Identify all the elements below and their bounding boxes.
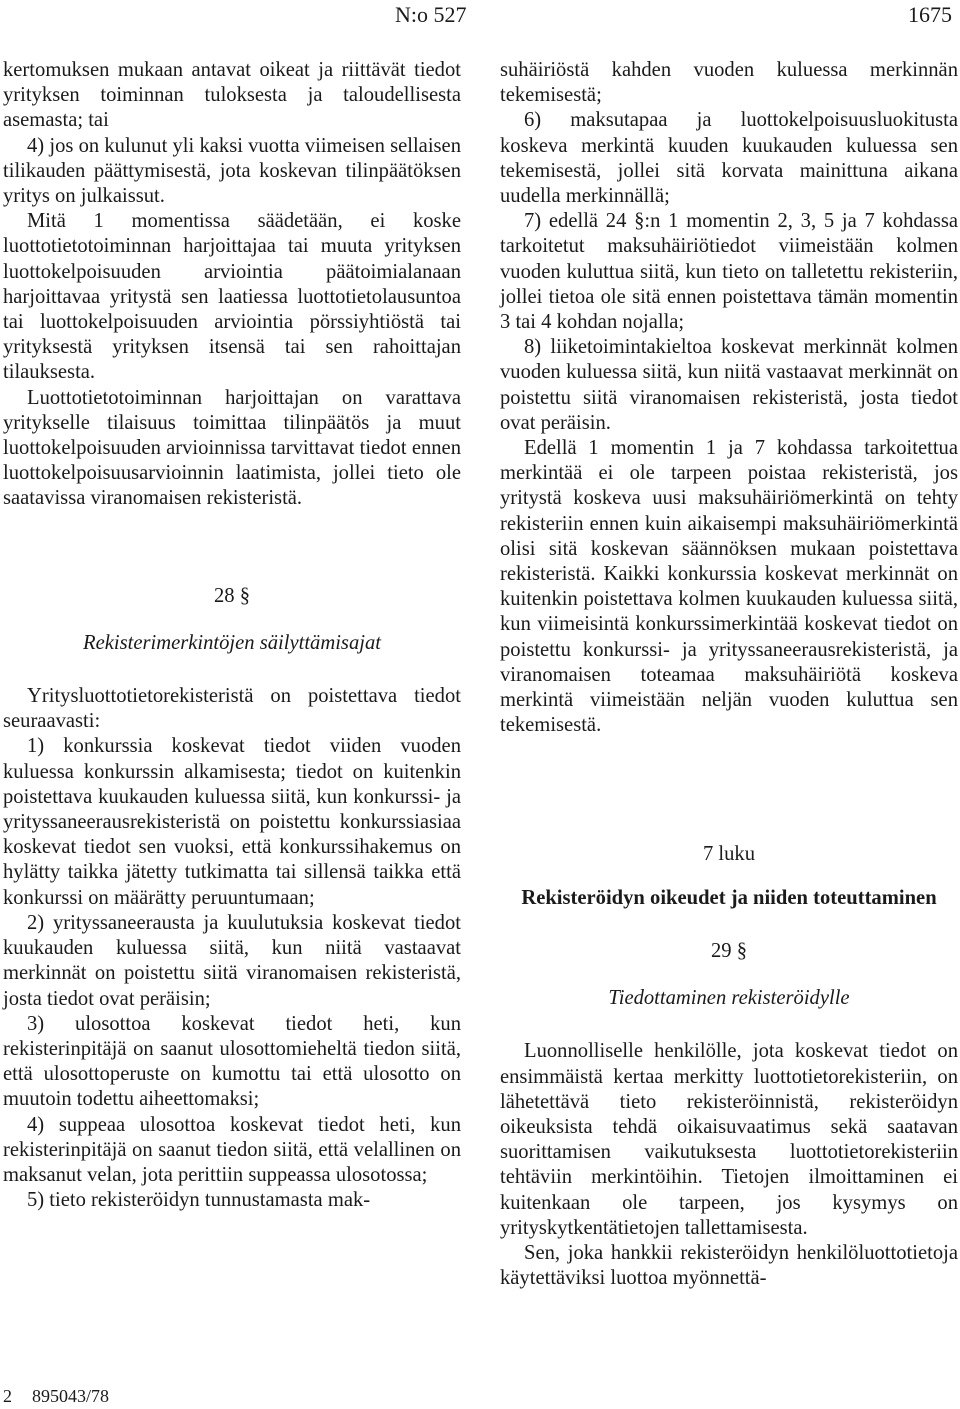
list-item: 2) yrityssaneerausta ja kuulutuksia koskevat tiedot kuukauden kuluessa siitä, kun niitä vastaavat merkinnät on poistettu siitä viranomaisen rekisteristä, josta tiedot ovat peräisin; bbox=[3, 911, 461, 1010]
list-item: 8) liiketoimintakieltoa koskevat merkinnät kolmen vuoden kuluessa siitä, kun niitä vastaavat merkinnät on poistettu siitä viranomaisen rekisteristä, josta tiedot ovat peräisin. bbox=[500, 336, 958, 434]
paragraph: suhäiriöstä kahden vuoden kuluessa merkinnän tekemisestä; bbox=[500, 59, 958, 107]
chapter-number: 7 luku bbox=[702, 843, 756, 866]
list-item: 1) konkurssia koskevat tiedot viiden vuoden kuluessa konkurssin alkamisesta; tiedot on kuitenkin poistettava kuukauden kuluessa siitä, kun konkurssi- ja yrityssaneerausrekisteristä on poistettu konkurssiasiaa koskevat tiedot sen vuoksi, että konkurssihakemus on hylätty taikka jätetty tutkimatta tai sillensä taikka että konkurssi on määrätty peruuntumaan; bbox=[3, 735, 461, 909]
sheet-number: 2 bbox=[3, 1386, 12, 1406]
right-column bbox=[500, 58, 958, 1291]
section-number: 29 § bbox=[710, 939, 748, 962]
issue-number: N:o 527 bbox=[395, 2, 467, 27]
list-item: 7) edellä 24 §:n 1 momentin 2, 3, 5 ja 7 kohdassa tarkoitetut maksuhäiriötiedot viimeistään kolmen vuoden kuluttua siitä, kun tieto on talletettu rekisteriin, jollei tietoa ole sitä ennen poistettava tämän momentin 3 tai 4 kohdan nojalla; bbox=[500, 210, 958, 334]
paragraph: Edellä 1 momentin 1 ja 7 kohdassa tarkoitettua merkintää ei ole tarpeen poistaa rekisteristä, jos yritystä koskeva uusi maksuhäiriömerkintä on tehty rekisteriin ennen kuin aikaisempi maksuhäiriömerkintä olisi sitä koskevan säännöksen mukaan poistettava rekisteristä. Kaikki konkurssia koskevat merkinnät on kuitenkin poistettava kolmen kuukauden kuluessa siitä, kun viimeisintä konkurssimerkintää koskevat tiedot on poistettu konkurssi- ja yrityssaneerausrekisteristä, ja viranomaisen toteamaa maksuhäiriötä koskeva merkintä viimeistään neljän vuoden kuluttua sen tekemisestä. bbox=[500, 437, 958, 737]
paragraph: Sen, joka hankkii rekisteröidyn henkilöluottotietoja käytettäviksi luottoa myönnettä- bbox=[500, 1241, 958, 1290]
page-footer bbox=[3, 1386, 109, 1406]
paragraph: Luonnolliselle henkilölle, jota koskevat tiedot on ensimmäistä kertaa merkitty luottotietorekisteriin, on lähetettävä tieto rekisteröinnistä, rekisteröidyn oikeuksista tehdä oikaisuvaatimus sekä saatavan suorittamisen vaikutuksesta luottotietorekisteriin tehtäviin merkintöihin. Tietojen ilmoittaminen ei kuitenkaan ole tarpeen, jos kysymys on yrityskytkentätietojen tallettamisesta. bbox=[500, 1040, 958, 1239]
list-item: 6) maksutapaa ja luottokelpoisuusluokitusta koskeva merkintä kuuden kuukauden kuluessa sen tekemisestä, jollei sitä korvata mainittuna aikana uudella merkinnällä; bbox=[500, 109, 958, 208]
paragraph: Yritysluottotietorekisteristä on poistettava tiedot seuraavasti: bbox=[3, 685, 461, 733]
print-code: 895043/78 bbox=[32, 1386, 110, 1406]
section-title: Rekisterimerkintöjen säilyttämisajat bbox=[83, 631, 381, 654]
section-title: Tiedottaminen rekisteröidylle bbox=[608, 987, 850, 1010]
paragraph: Luottotietotoiminnan harjoittajan on varattava yritykselle tilaisuus toimittaa tilinpäätös ja muut luottokelpoisuuden arvioinnissa tarvittavat tiedot ennen luottokelpoisuusarvioinnin laatimista, jollei tieto ole saatavissa viranomaisen rekisteristä. bbox=[3, 386, 461, 510]
paragraph: Mitä 1 momentissa säädetään, ei koske luottotietotoiminnan harjoittajaa tai muuta yrityksen luottokelpoisuuden arviointia päätoimialanaan harjoittavaa yritystä sen laatiessa luottotietolausuntoa tai luottokelpoisuuden arviointia pörssiyhtiöstä tai yrityksestä yrityksen itsensä tai sen rahoittajan tilauksesta. bbox=[3, 210, 461, 384]
list-item: 3) ulosottoa koskevat tiedot heti, kun rekisterinpitäjä on saanut ulosottomieheltä tiedon siitä, että ulosottoperuste on kumottu tai että ulosotto on muutoin todettu aiheettomaksi; bbox=[3, 1012, 461, 1111]
page-number: 1675 bbox=[908, 2, 952, 27]
paragraph: 4) jos on kulunut yli kaksi vuotta viimeisen sellaisen tilikauden päättymisestä, jota koskevan tilinpäätöksen yritys on julkaissut. bbox=[3, 134, 461, 208]
chapter-title: Rekisteröidyn oikeudet ja niiden toteuttaminen bbox=[521, 886, 937, 909]
page-header bbox=[0, 0, 960, 28]
section-number: 28 § bbox=[213, 584, 251, 607]
paragraph: kertomuksen mukaan antavat oikeat ja riittävät tiedot yrityksen toiminnan tuloksesta ja taloudellisesta asemasta; tai bbox=[3, 59, 461, 132]
list-item: 4) suppeaa ulosottoa koskevat tiedot heti, kun rekisterinpitäjä on saanut tiedon siitä, että velallinen on maksanut velan, jota perittiin suppeassa ulosotossa; bbox=[3, 1113, 461, 1186]
list-item: 5) tieto rekisteröidyn tunnustamasta mak- bbox=[27, 1189, 371, 1212]
left-column bbox=[3, 58, 461, 1213]
